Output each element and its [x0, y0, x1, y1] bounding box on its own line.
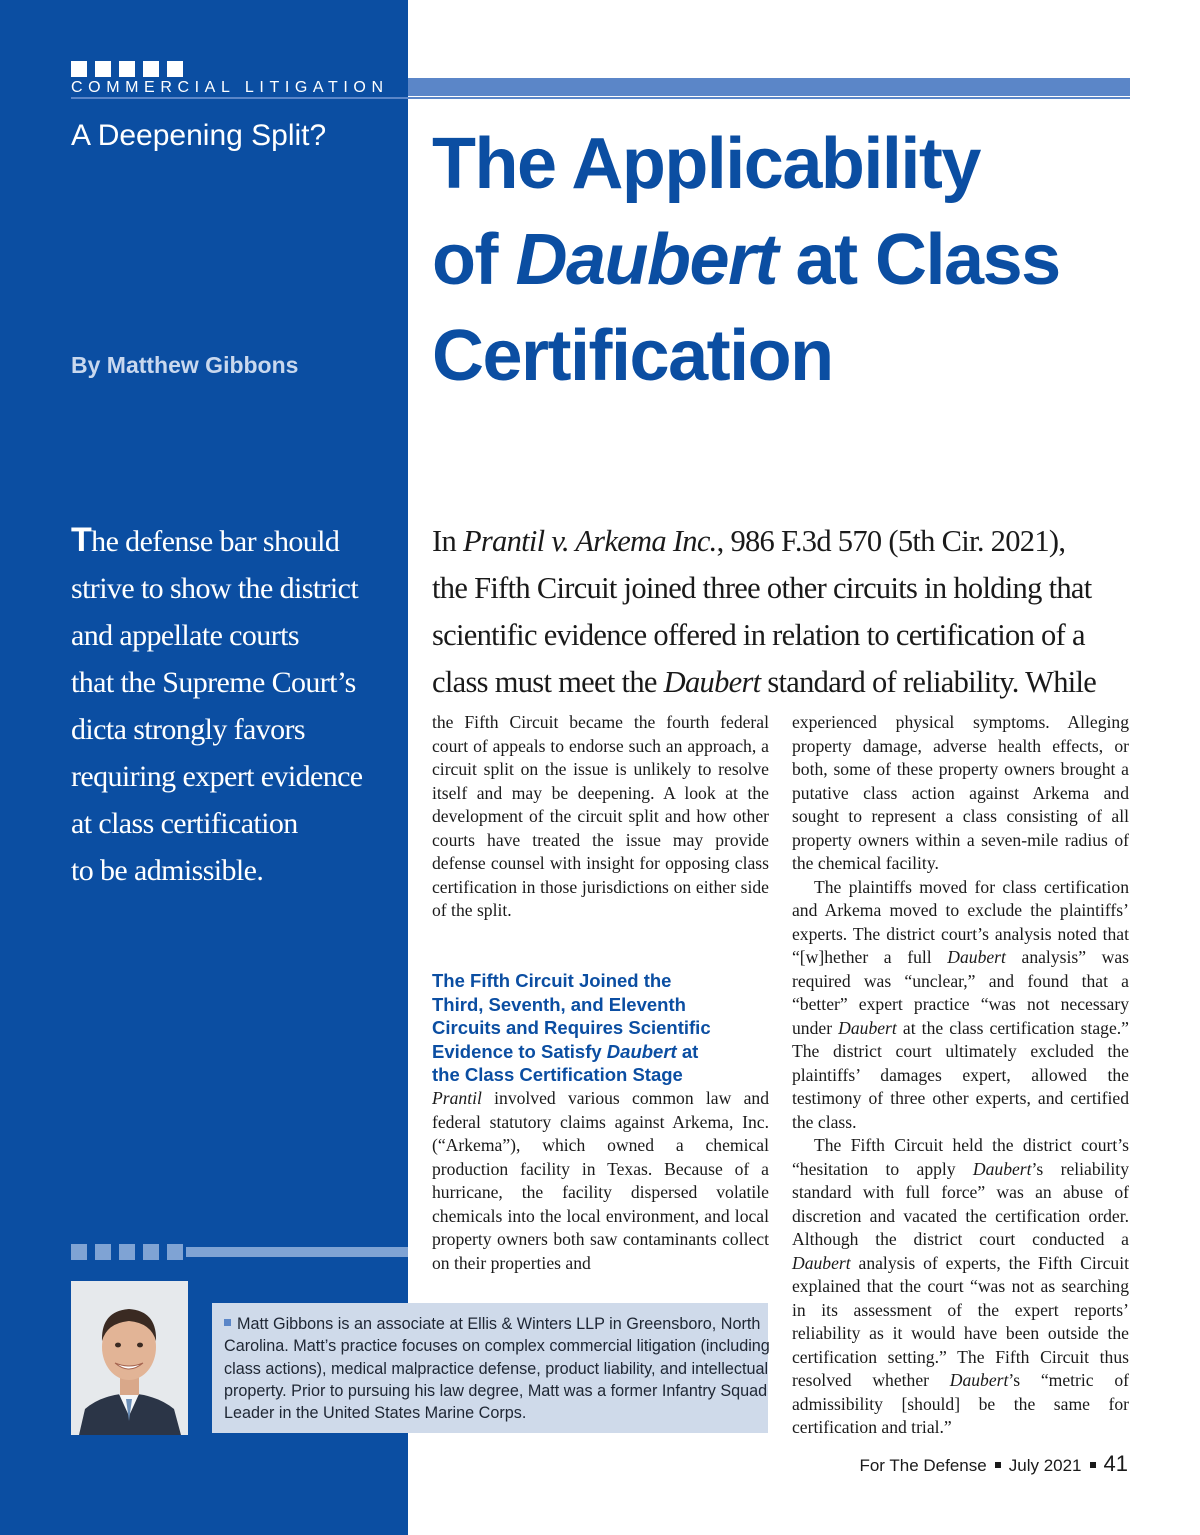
decorative-squares-top	[71, 61, 183, 77]
author-bio-box	[212, 1303, 768, 1433]
pullquote-line: at class certification	[71, 807, 298, 840]
issue-date: July 2021	[1008, 1456, 1082, 1475]
lede-line: the Fifth Circuit joined three other circuits in holding that	[432, 571, 1092, 605]
article-headline	[432, 116, 1172, 404]
bio-line: property. Prior to pursuing his law degree, Matt was a former Infantry Squad	[224, 1381, 768, 1400]
bio-line: Leader in the United States Marine Corps.	[224, 1404, 527, 1423]
pullquote-line: that the Supreme Court’s	[71, 666, 356, 699]
bio-line: Matt Gibbons is an associate at Ellis & Winters LLP in Greensboro, North	[224, 1313, 758, 1335]
kicker: A Deepening Split?	[71, 119, 327, 152]
decorative-squares-mid	[71, 1244, 183, 1260]
drop-cap: T	[71, 521, 92, 559]
body-column-left-continued	[432, 1087, 769, 1275]
body-paragraph: experienced physical symptoms. Alleging property damage, adverse health effects, or both, some of these property owners brought a putative class action against Arkema and sought to represent a class consisting of all property owners within a seven-mile radius of the chemical facility.	[792, 712, 1129, 873]
square-separator-icon	[995, 1462, 1001, 1468]
headline-italic-daubert: Daubert	[515, 220, 778, 300]
body-column-left	[432, 711, 769, 923]
headline-line-1: The Applicability	[432, 124, 980, 204]
section-label: COMMERCIAL LITIGATION	[71, 79, 389, 96]
pull-quote	[71, 517, 401, 894]
body-paragraph: The plaintiffs moved for class certification and Arkema moved to exclude the plaintiffs’ experts. The district court’s analysis noted that “[w]hether a full Daubert analysis” was required was “unclear,” and found that a “better” expert practice “was not necessary under Daubert at the class certification stage.” The district court ultimately excluded the plaintiffs’ damages expert, allowed the testimony of three other experts, and certified the class.	[792, 876, 1129, 1132]
case-name: Prantil v. Arkema Inc.	[462, 524, 717, 558]
body-column-right	[792, 711, 1129, 1440]
publication-name: For The Defense	[859, 1456, 987, 1475]
author-photo	[71, 1281, 188, 1435]
pullquote-line: to be admissible.	[71, 854, 264, 887]
bio-line: class actions), medical malpractice defense, product liability, and intellectual	[224, 1359, 769, 1378]
pullquote-line: requiring expert evidence	[71, 760, 363, 793]
headline-line-3: Certification	[432, 316, 833, 396]
decorative-rule-mid	[186, 1247, 408, 1257]
section-subhead: The Fifth Circuit Joined the Third, Seventh, and Eleventh Circuits and Requires Scientific Evidence to Satisfy Daubert at the Class Certification Stage	[432, 970, 711, 1086]
square-bullet-icon	[224, 1319, 231, 1326]
lede-line: class must meet the Daubert standard of reliability. While	[432, 665, 1097, 699]
pullquote-line: dicta strongly favors	[71, 713, 306, 746]
body-paragraph: the Fifth Circuit became the fourth federal court of appeals to endorse such an approach, a circuit split on the issue is unlikely to resolve itself and may be deepening. A look at the development of the circuit split and how other courts have treated the issue may provide defense counsel with insight for opposing class certification in those jurisdictions on either side of the split.	[432, 712, 769, 920]
body-paragraph: The Fifth Circuit held the district court’s “hesitation to apply Daubert’s reliability standard with full force” was an abuse of discretion and vacated the certification order. Although the district court conducted a Daubert analysis of experts, the Fifth Circuit explained that the court “was not as searching in its assessment of the expert reports’ reliability as it would have been outside the certification setting.” The Fifth Circuit thus resolved whether Daubert’s “metric of admissibility [should] be the same for certification and trial.”	[792, 1135, 1129, 1437]
lede-paragraph	[432, 518, 1132, 706]
pullquote-line: and appellate courts	[71, 619, 299, 652]
pullquote-line: strive to show the district	[71, 572, 359, 605]
bio-line: Carolina. Matt’s practice focuses on complex commercial litigation (including	[224, 1337, 770, 1356]
square-separator-icon	[1090, 1462, 1096, 1468]
page-footer	[859, 1451, 1128, 1477]
section-rule-line	[71, 97, 1130, 99]
headline-line-2: of Daubert at Class	[432, 220, 1060, 300]
page-number: 41	[1103, 1451, 1128, 1476]
byline: By Matthew Gibbons	[71, 352, 299, 378]
section-rule-bar	[408, 78, 1130, 96]
pullquote-line: The defense bar should	[71, 521, 340, 559]
lede-line: scientific evidence offered in relation to certification of a	[432, 618, 1085, 652]
body-paragraph: Prantil involved various common law and federal statutory claims against Arkema, Inc. (“Arkema”), which owned a chemical production facility in Texas. Because of a hurricane, the facility dispersed volatile chemicals into the local environment, and local property owners both saw contaminants collect on their properties and	[432, 1088, 769, 1273]
lede-line: In Prantil v. Arkema Inc., 986 F.3d 570 (5th Cir. 2021),	[432, 524, 1066, 558]
